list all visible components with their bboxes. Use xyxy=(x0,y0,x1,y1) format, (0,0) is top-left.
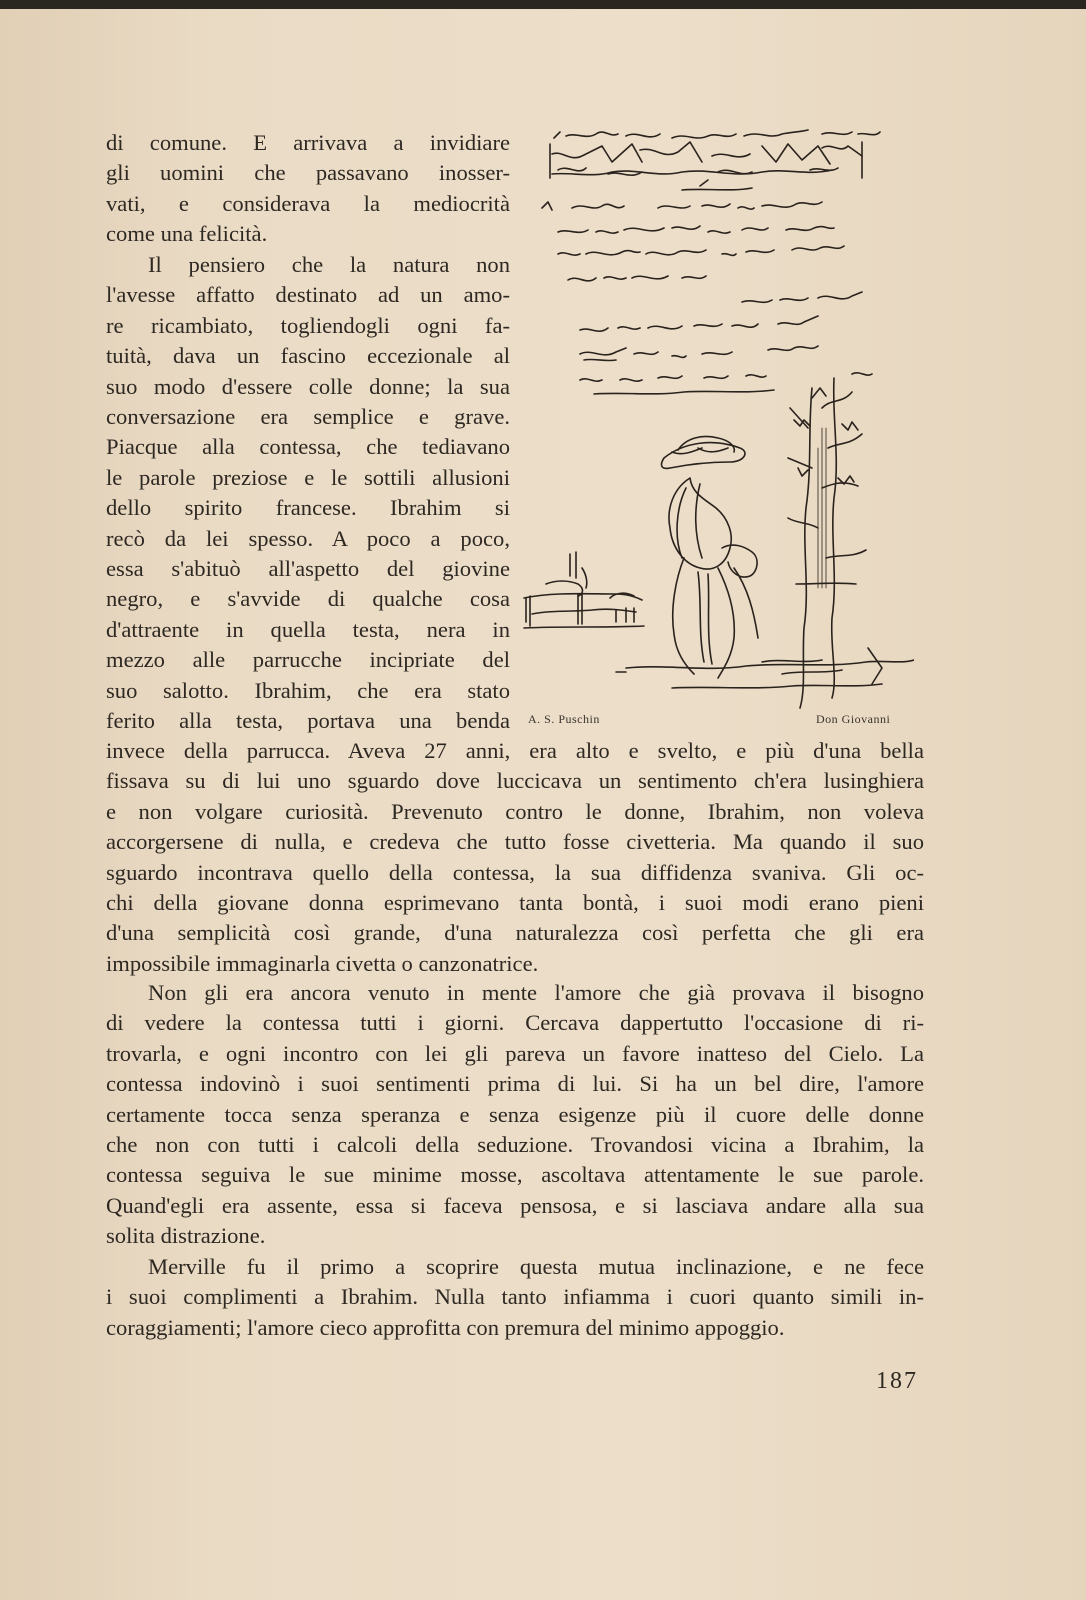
text-line: accorgersene di nulla, e credeva che tutto fosse civetteria. Ma quando il suo xyxy=(106,829,924,855)
text-line: contessa seguiva le sue minime mosse, ascoltava attentamente le sue parole. xyxy=(106,1162,924,1188)
text-line: vati, e considerava la mediocrità xyxy=(106,190,510,216)
text-line: contessa indovinò i suoi sentimenti prima di lui. Si ha un bel dire, l'amore xyxy=(106,1071,924,1097)
text-line: sguardo incontrava quello della contessa, la sua diffidenza svaniva. Gli oc- xyxy=(106,859,924,885)
page-number: 187 xyxy=(876,1368,918,1394)
text-line: di comune. E arrivava a invidiare xyxy=(106,130,510,155)
text-line: trovarla, e ogni incontro con lei gli pareva un favore inatteso del Cielo. La xyxy=(106,1040,924,1066)
body-paragraph-2 xyxy=(106,978,924,1252)
text-line: mezzo alle parrucche incipriate del xyxy=(106,647,510,673)
text-line: fissava su di lui uno sguardo dove luccicava un sentimento ch'era lusinghiera xyxy=(106,768,924,794)
manuscript-sketch-illustration xyxy=(522,128,914,718)
top-border xyxy=(0,0,1086,9)
text-line: l'avesse affatto destinato ad un amo- xyxy=(106,282,510,308)
text-line: coraggiamenti; l'amore cieco approfitta con premura del minimo appoggio. xyxy=(106,1314,785,1340)
text-line: Merville fu il primo a scoprire questa mutua inclinazione, e ne fece xyxy=(148,1254,924,1279)
text-line: e non volgare curiosità. Prevenuto contro le donne, Ibrahim, non voleva xyxy=(106,798,924,824)
text-line: Quand'egli era assente, essa si faceva pensosa, e si lasciava andare alla sua xyxy=(106,1192,924,1218)
text-line: le parole preziose e le sottili allusioni xyxy=(106,464,510,490)
text-line: d'una semplicità così grande, d'una naturalezza così perfetta che gli era xyxy=(106,920,924,946)
text-line: Piacque alla contessa, che tediavano xyxy=(106,434,510,460)
text-line: di vedere la contessa tutti i giorni. Cercava dappertutto l'occasione di ri- xyxy=(106,1010,924,1036)
caption-title: Don Giovanni xyxy=(816,712,891,726)
text-line: Non gli era ancora venuto in mente l'amore che già provava il bisogno xyxy=(148,980,924,1005)
text-line: essa s'abituò all'aspetto del giovine xyxy=(106,556,510,582)
text-line: come una felicità. xyxy=(106,221,268,247)
text-line: conversazione era semplice e grave. xyxy=(106,404,510,430)
body-paragraph-3 xyxy=(106,1252,924,1343)
text-line: suo modo d'essere colle donne; la sua xyxy=(106,373,510,399)
text-line: tuità, dava un fascino eccezionale al xyxy=(106,343,510,369)
text-line: chi della giovane donna esprimevano tanta bontà, i suoi modi erano pieni xyxy=(106,890,924,916)
text-line: impossibile immaginarla civetta o canzonatrice. xyxy=(106,950,539,976)
text-line: d'attraente in quella testa, nera in xyxy=(106,616,510,642)
column-paragraph-1 xyxy=(106,128,510,250)
caption-author: A. S. Puschin xyxy=(528,712,600,726)
text-line: ferito alla testa, portava una benda xyxy=(106,708,510,734)
text-line: negro, e s'avvide di qualche cosa xyxy=(106,586,510,612)
text-line: solita distrazione. xyxy=(106,1223,266,1249)
body-paragraph-continued xyxy=(106,736,924,979)
text-line: Il pensiero che la natura non xyxy=(148,252,510,277)
text-line: re ricambiato, togliendogli ogni fa- xyxy=(106,312,510,338)
text-line: invece della parrucca. Aveva 27 anni, era alto e svelto, e più d'una bella xyxy=(106,738,924,763)
text-line: recò da lei spesso. A poco a poco, xyxy=(106,525,510,551)
text-line: i suoi complimenti a Ibrahim. Nulla tanto infiamma i cuori quanto simili in- xyxy=(106,1284,924,1310)
text-line: che non con tutti i calcoli della seduzione. Trovandosi vicina a Ibrahim, la xyxy=(106,1132,924,1158)
text-line: certamente tocca senza speranza e senza esigenze più il cuore delle donne xyxy=(106,1101,924,1127)
text-line: gli uomini che passavano inosser- xyxy=(106,160,510,186)
text-line: suo salotto. Ibrahim, che era stato xyxy=(106,677,510,703)
text-line: dello spirito francese. Ibrahim si xyxy=(106,495,510,521)
column-paragraph-2 xyxy=(106,250,510,737)
